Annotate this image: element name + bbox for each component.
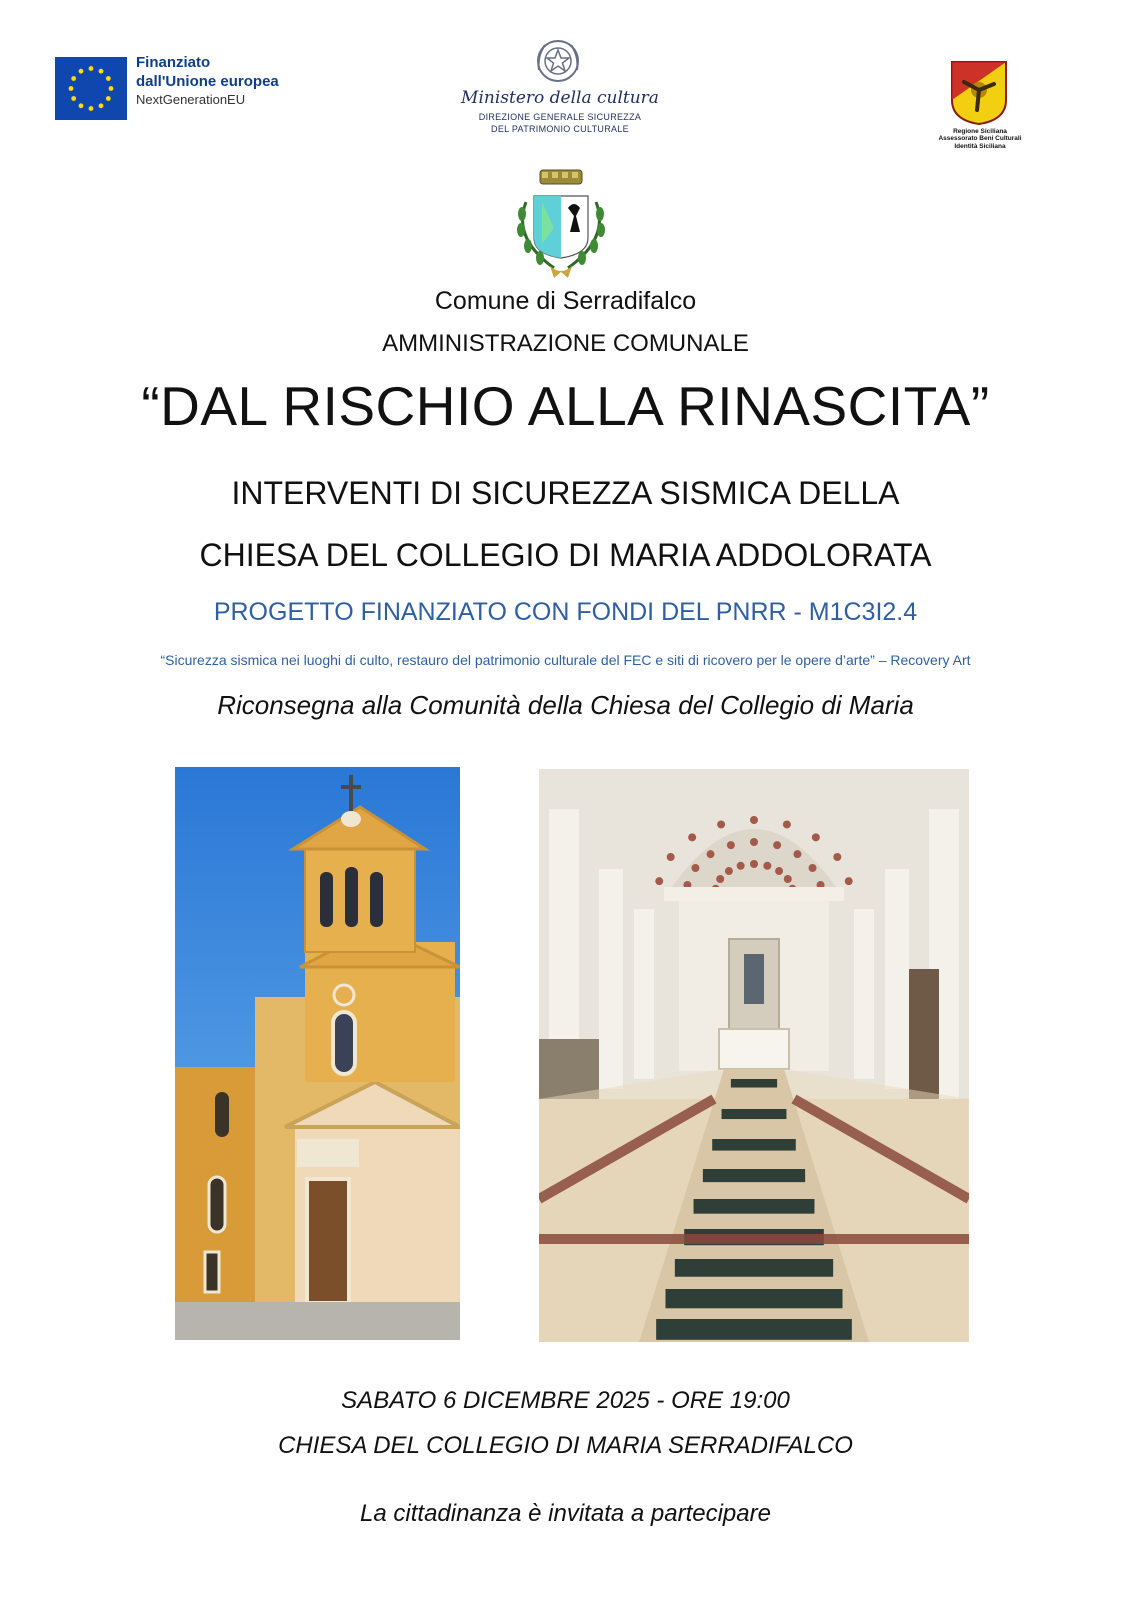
dome-rosette-icon — [688, 833, 696, 841]
dome-rosette-icon — [667, 853, 675, 861]
dome-rosette-icon — [845, 877, 853, 885]
eu-funding-text — [136, 54, 279, 108]
floor-stripe — [694, 1199, 815, 1214]
dome-rosette-icon — [655, 877, 663, 885]
ministero-name: Ministero della cultura — [461, 88, 659, 108]
progetto-label: PROGETTO FINANZIATO CON FONDI DEL PNRR - M1C3I2.4 — [213, 598, 918, 626]
eu-line-1: Finanziato — [136, 54, 211, 71]
dome-rosette-icon — [750, 838, 758, 846]
dome-rosette-icon — [737, 862, 745, 870]
eu-star-icon — [106, 96, 111, 101]
floor-stripe — [731, 1079, 777, 1088]
eu-line-3: NextGenerationEU — [136, 91, 246, 107]
eu-star-icon — [71, 76, 76, 81]
event-date: SABATO 6 DICEMBRE 2025 - ORE 19:00 — [341, 1387, 790, 1414]
regione-text — [930, 128, 1030, 150]
subtitle-line-2: CHIESA DEL COLLEGIO DI MARIA ADDOLORATA — [199, 537, 932, 573]
eu-star-icon — [71, 96, 76, 101]
floor-stripe — [675, 1259, 833, 1277]
eu-line-2: dall'Unione europea — [136, 72, 279, 90]
eu-star-icon — [89, 106, 94, 111]
ministero-sub-1: DIREZIONE GENERALE SICUREZZA — [478, 112, 642, 122]
floor-stripe — [666, 1289, 843, 1308]
dome-rosette-icon — [775, 867, 783, 875]
floor-stripe — [712, 1139, 796, 1151]
dome-rosette-icon — [833, 853, 841, 861]
dome-rosette-icon — [750, 816, 758, 824]
dome-rosette-icon — [725, 867, 733, 875]
eu-star-icon — [109, 86, 114, 91]
floor-stripe — [722, 1109, 787, 1119]
church-facade-photo — [175, 767, 460, 1340]
dome-rosette-icon — [750, 860, 758, 868]
dome-rosette-icon — [812, 833, 820, 841]
dome-rosette-icon — [727, 841, 735, 849]
eu-star-icon — [106, 76, 111, 81]
dome-rosette-icon — [717, 820, 725, 828]
dome-rosette-icon — [691, 864, 699, 872]
eu-star-icon — [89, 66, 94, 71]
event-place: CHIESA DEL COLLEGIO DI MARIA SERRADIFALCO — [278, 1432, 853, 1459]
ministero-text — [435, 88, 685, 135]
subtitle-line-1: INTERVENTI DI SICUREZZA SISMICA DELLA — [231, 475, 900, 511]
comune-name: Comune di Serradifalco — [434, 287, 697, 315]
riconsegna-label: Riconsegna alla Comunità della Chiesa del Collegio di Maria — [217, 690, 914, 720]
floor-stripe — [703, 1169, 805, 1182]
floor-stripe — [656, 1319, 852, 1340]
trinacria-shield-icon — [950, 60, 1008, 126]
regione-line-2: Assessorato Beni Culturali — [938, 135, 1022, 143]
dome-rosette-icon — [707, 850, 715, 858]
dome-rosette-icon — [716, 875, 724, 883]
regione-line-3: Identità Siciliana — [954, 142, 1006, 150]
church-interior-photo — [539, 769, 969, 1342]
dome-rosette-icon — [773, 841, 781, 849]
event-invite: La cittadinanza è invitata a partecipare — [360, 1500, 771, 1527]
page-title: “DAL RISCHIO ALLA RINASCITA” — [141, 375, 990, 437]
dome-rosette-icon — [784, 875, 792, 883]
republic-emblem-icon — [533, 36, 583, 86]
dome-rosette-icon — [809, 864, 817, 872]
eu-star-icon — [79, 69, 84, 74]
dome-rosette-icon — [763, 862, 771, 870]
eu-star-icon — [99, 103, 104, 108]
eu-flag-icon — [55, 57, 127, 120]
eu-star-icon — [69, 86, 74, 91]
recovery-art-quote: “Sicurezza sismica nei luoghi di culto, restauro del patrimonio culturale del FEC e siti di ricovero per le opere d’arte” – Recovery Art — [160, 652, 971, 668]
ministero-sub-2: DEL PATRIMONIO CULTURALE — [491, 124, 629, 135]
dome-rosette-icon — [783, 820, 791, 828]
dome-rosette-icon — [793, 850, 801, 858]
regione-line-1: Regione Siciliana — [953, 128, 1007, 135]
amministrazione-label: AMMINISTRAZIONE COMUNALE — [382, 330, 749, 357]
eu-star-icon — [99, 69, 104, 74]
comune-crest-icon — [512, 168, 622, 283]
eu-star-icon — [79, 103, 84, 108]
